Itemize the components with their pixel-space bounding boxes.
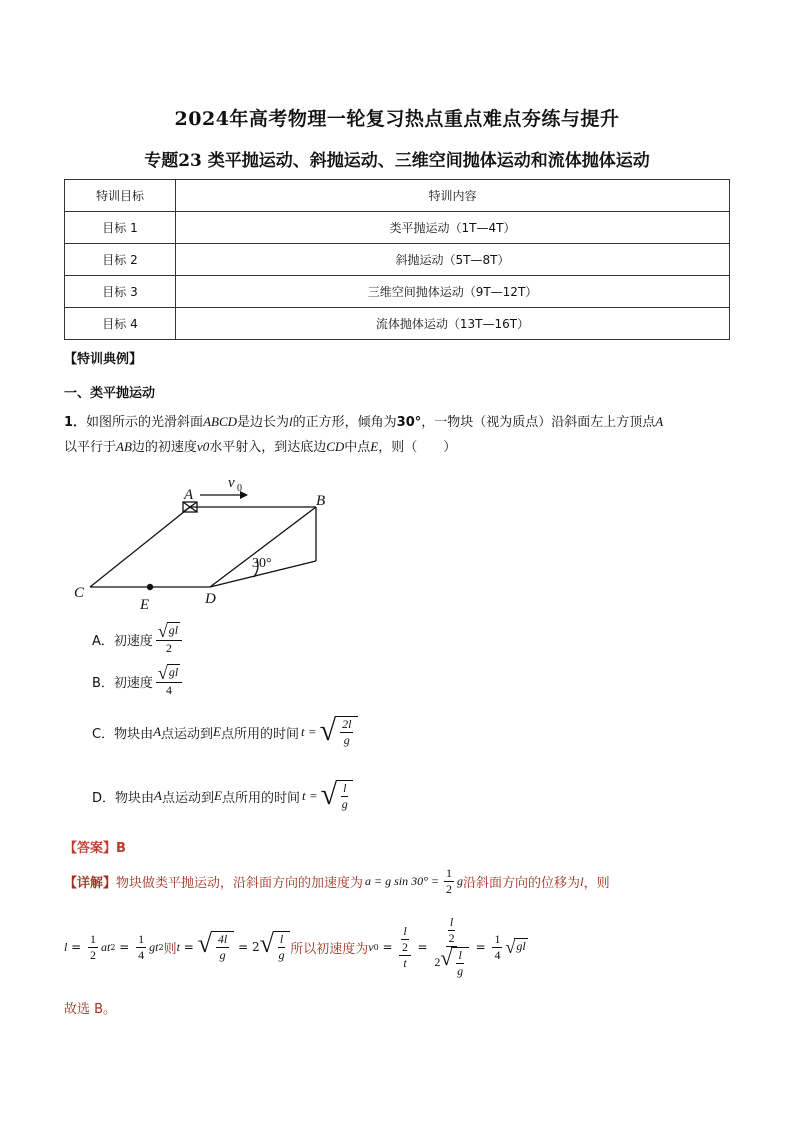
math-numerator: l bbox=[343, 781, 347, 795]
math-t: t = bbox=[301, 788, 318, 803]
option-c-text: 点所用的时间 bbox=[221, 726, 300, 742]
math-gl: gl bbox=[167, 664, 180, 682]
point-e bbox=[147, 584, 153, 590]
option-c-label: C．物块由 bbox=[92, 726, 154, 742]
question-math: CD bbox=[326, 439, 345, 454]
option-a-fraction: √ gl 2 bbox=[156, 622, 182, 656]
math-a: A bbox=[154, 788, 162, 803]
table-row bbox=[65, 244, 730, 276]
examples-heading: 【特训典例】 bbox=[64, 352, 143, 367]
conclusion: 故选 B。 bbox=[64, 1002, 117, 1017]
option-d-label: D．物块由 bbox=[92, 790, 155, 806]
math-g: g bbox=[457, 874, 464, 888]
edge-ca bbox=[90, 507, 190, 587]
label-a: A bbox=[184, 487, 194, 503]
question-math: E bbox=[370, 439, 379, 454]
option-d-text: 点运动到 bbox=[161, 790, 214, 806]
detail-text: 沿斜面方向的位移为 bbox=[463, 876, 581, 891]
label-v: v bbox=[228, 475, 235, 491]
section-heading: 一、类平抛运动 bbox=[64, 386, 156, 401]
label-v-sub: 0 bbox=[237, 483, 242, 494]
page-title: 2024年高考物理一轮复习热点重点难点夯练与提升 bbox=[174, 108, 620, 130]
answer bbox=[64, 837, 126, 856]
table-cell: 目标 4 bbox=[65, 308, 176, 340]
option-d-text: 点所用的时间 bbox=[221, 790, 300, 806]
table-header: 特训目标 bbox=[65, 180, 176, 212]
edge-db bbox=[210, 507, 316, 587]
question-math: l bbox=[289, 414, 293, 429]
option-b[interactable] bbox=[92, 664, 185, 698]
question-number: 1． bbox=[64, 415, 87, 430]
math-e: E bbox=[213, 788, 222, 803]
math-denominator: 4 bbox=[166, 683, 173, 697]
detail-fraction-half: $\frac{1}{2}$ bbox=[446, 866, 453, 896]
question-1 bbox=[64, 410, 734, 460]
detail-label: 【详解】 bbox=[64, 876, 117, 891]
question-text: 水平射入，到达底边 bbox=[209, 440, 327, 455]
option-c[interactable] bbox=[92, 716, 358, 748]
question-text: ，一物块（视为质点）沿斜面左上方顶点 bbox=[421, 415, 656, 430]
math-numerator: 2l bbox=[342, 717, 352, 731]
math-denominator: g bbox=[343, 733, 350, 747]
option-c-text: 点运动到 bbox=[161, 726, 214, 742]
goals-table bbox=[64, 179, 730, 340]
detail-line-1 bbox=[64, 866, 744, 897]
detail-equation: a = g sin 30° = bbox=[365, 874, 440, 888]
question-text: 如图所示的光滑斜面 bbox=[86, 415, 204, 430]
question-text: 边的初速度 bbox=[131, 440, 197, 455]
label-angle: 30° bbox=[252, 556, 272, 571]
table-cell: 斜抛运动（5T—8T） bbox=[176, 244, 730, 276]
detail-text: ，则 bbox=[583, 876, 610, 891]
math-denominator: 2 bbox=[166, 641, 173, 655]
option-b-fraction: √ gl 4 bbox=[156, 664, 182, 698]
option-a[interactable] bbox=[92, 622, 185, 656]
table-header-row bbox=[65, 180, 730, 212]
question-text: 以平行于 bbox=[64, 440, 117, 455]
answer-label: 【答案】 bbox=[64, 841, 117, 856]
detail-line-2: l = $\frac{1}{2}$ at 2 = $\frac{1}{4}$ gt 2 则 t = √ $\frac{4l}{g}$ = 2 √ $\frac{l}{g}$ 所以初速度为 v 0 = $\frac{\frac{l}{2}}{t}$ = $\frac{l}{2}$ 2 √ $\frac{l}{g}$ = $\frac{1}{4}$ √ gl bbox=[64, 915, 526, 978]
option-a-label: A．初速度 bbox=[92, 633, 153, 649]
option-b-label: B．初速度 bbox=[92, 675, 153, 691]
table-row bbox=[65, 212, 730, 244]
page-subtitle: 专题23 类平抛运动、斜抛运动、三维空间抛体运动和流体抛体运动 bbox=[144, 151, 650, 171]
detail-text: 所以初速度为 bbox=[290, 941, 369, 957]
question-text: 是边长为 bbox=[237, 415, 290, 430]
math-t: t = bbox=[301, 724, 317, 739]
table-cell: 三维空间抛体运动（9T—12T） bbox=[176, 276, 730, 308]
table-cell: 目标 1 bbox=[65, 212, 176, 244]
detail-text: 物块做类平抛运动，沿斜面方向的加速度为 bbox=[116, 876, 364, 891]
table-row bbox=[65, 308, 730, 340]
label-e: E bbox=[140, 597, 150, 613]
option-c-sqrt: √ $\frac{2l}{g}$ bbox=[320, 716, 359, 748]
label-d: D bbox=[205, 591, 216, 607]
table-cell: 流体抛体运动（13T—16T） bbox=[176, 308, 730, 340]
question-text: 中点 bbox=[344, 440, 371, 455]
incline-figure bbox=[64, 465, 344, 615]
question-text: 的正方形，倾角为 bbox=[292, 415, 397, 430]
question-math: AB bbox=[116, 439, 132, 454]
question-angle: 30° bbox=[396, 415, 422, 430]
question-math: A bbox=[655, 414, 664, 429]
question-line-1 bbox=[64, 410, 734, 435]
label-c: C bbox=[74, 585, 85, 601]
option-d[interactable] bbox=[92, 780, 353, 812]
question-line-2 bbox=[64, 435, 734, 460]
option-d-sqrt: √ $\frac{l}{g}$ bbox=[321, 780, 354, 812]
table-header: 特训内容 bbox=[176, 180, 730, 212]
math-denominator: g bbox=[341, 797, 348, 811]
table-cell: 类平抛运动（1T—4T） bbox=[176, 212, 730, 244]
question-math: ABCD bbox=[203, 414, 238, 429]
math-a: A bbox=[153, 724, 162, 739]
question-math: v0 bbox=[196, 439, 210, 454]
math-gl: gl bbox=[167, 622, 180, 640]
detail-text: 则 bbox=[163, 941, 177, 957]
table-row bbox=[65, 276, 730, 308]
label-b: B bbox=[316, 493, 326, 509]
question-text: ，则（ ） bbox=[378, 440, 457, 455]
answer-value: B bbox=[116, 841, 126, 856]
math-e: E bbox=[213, 724, 221, 739]
math-l: l bbox=[580, 873, 584, 889]
table-cell: 目标 2 bbox=[65, 244, 176, 276]
table-cell: 目标 3 bbox=[65, 276, 176, 308]
